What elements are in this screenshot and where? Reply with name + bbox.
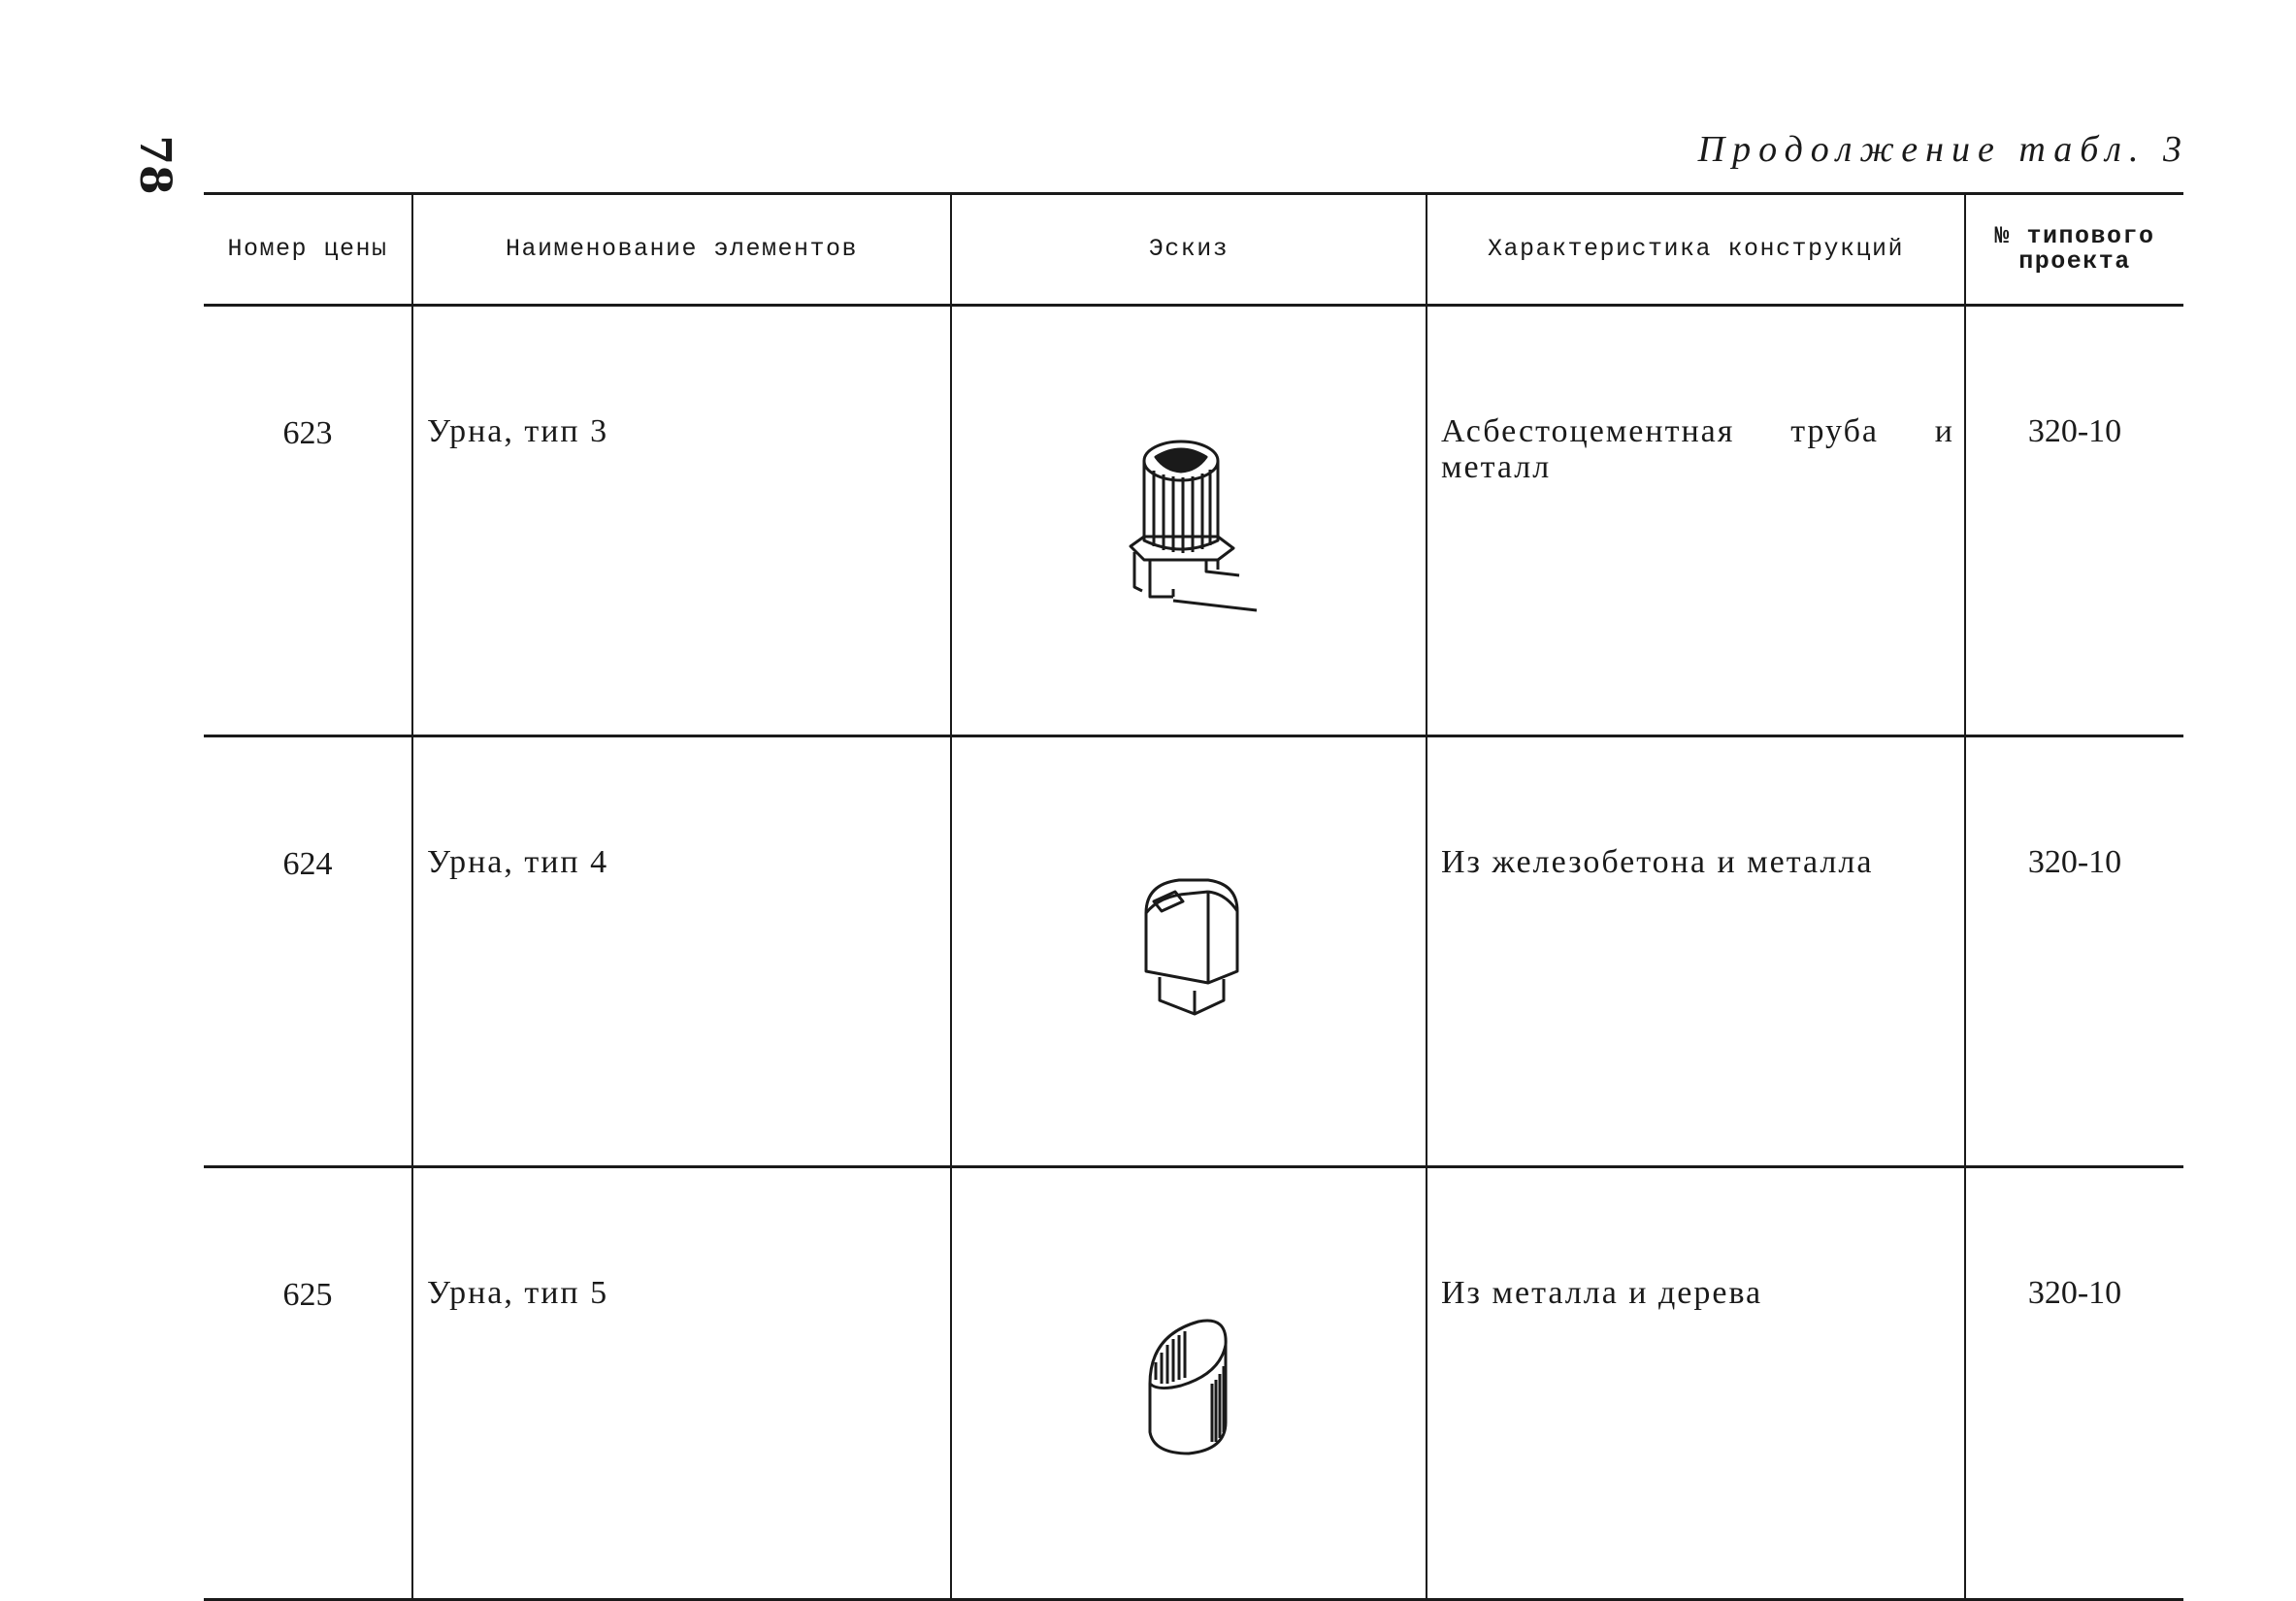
- header-name: Наименование элементов: [412, 194, 951, 306]
- row-name: Урна, тип 3: [412, 306, 951, 736]
- price-table: [204, 192, 2183, 1601]
- header-number: Номер цены: [204, 194, 412, 306]
- table-row: [204, 1167, 2183, 1600]
- row-project: 320-10: [1965, 306, 2183, 736]
- table-row: [204, 306, 2183, 736]
- table-row: [204, 736, 2183, 1167]
- header-characteristics: Характеристика конструкций: [1427, 194, 1965, 306]
- page-number: 78: [130, 135, 180, 195]
- row-sketch: [951, 306, 1427, 736]
- header-sketch: Эскиз: [951, 194, 1427, 306]
- row-sketch: [951, 736, 1427, 1167]
- box-bin-icon: [1111, 855, 1266, 1049]
- row-characteristics: Асбестоцементная труба и металл: [1427, 306, 1965, 736]
- row-project: 320-10: [1965, 736, 2183, 1167]
- header-project: № типового проекта: [1965, 194, 2183, 306]
- row-number: 623: [204, 306, 412, 736]
- price-table-grid: [204, 192, 2183, 1601]
- row-characteristics: Из металла и дерева: [1427, 1167, 1965, 1600]
- row-number: 624: [204, 736, 412, 1167]
- row-sketch: [951, 1167, 1427, 1600]
- row-characteristics: Из железобетона и металла: [1427, 736, 1965, 1167]
- row-project: 320-10: [1965, 1167, 2183, 1600]
- oval-bin-icon: [1111, 1287, 1266, 1481]
- row-name: Урна, тип 5: [412, 1167, 951, 1600]
- table-header-row: [204, 194, 2183, 306]
- table-continuation-label: Продолжение табл. 3: [1697, 129, 2189, 170]
- cylindrical-bin-icon: [1111, 424, 1266, 618]
- row-number: 625: [204, 1167, 412, 1600]
- row-name: Урна, тип 4: [412, 736, 951, 1167]
